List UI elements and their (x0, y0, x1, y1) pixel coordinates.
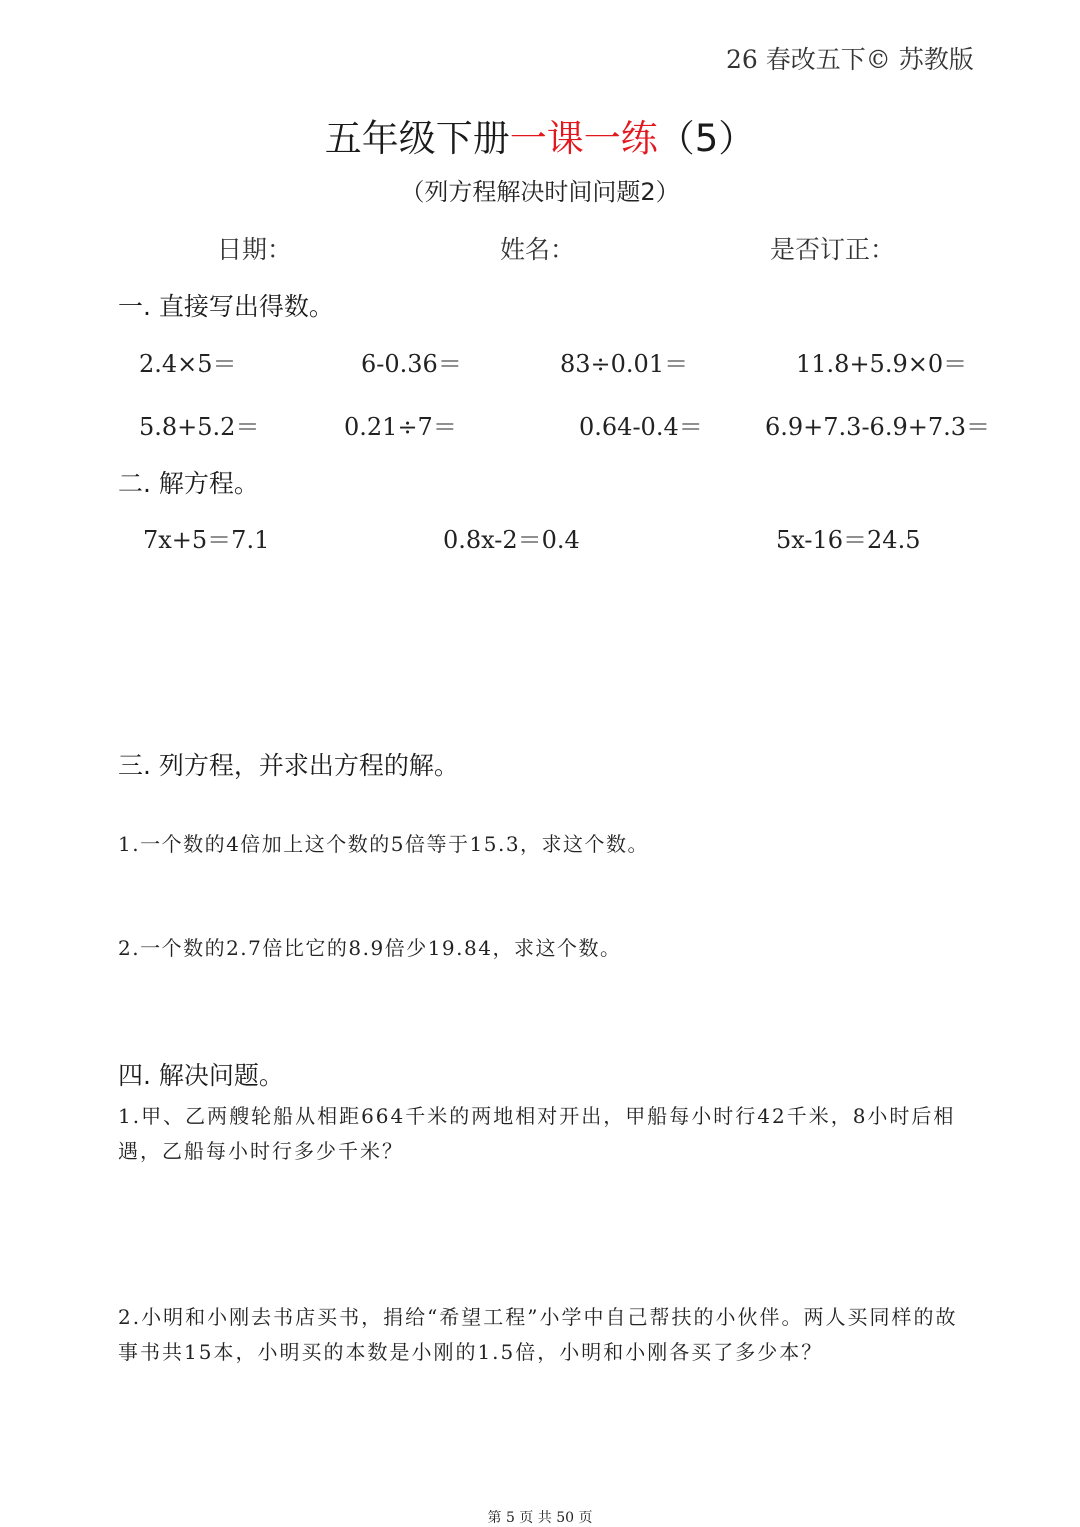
word-problem: 2.小明和小刚去书店买书，捐给“希望工程”小学中自己帮扶的小伙伴。两人买同样的故事书共15本，小明买的本数是小刚的1.5倍，小明和小刚各买了多少本？ (118, 1305, 958, 1364)
equation-problem: 2.一个数的2.7倍比它的8.9倍少19.84，求这个数。 (118, 936, 622, 960)
date-label: 日期： (217, 235, 293, 264)
equation-problem: 1.一个数的4倍加上这个数的5倍等于15.3，求这个数。 (118, 832, 650, 856)
corrected-label: 是否订正： (770, 235, 896, 264)
page-subtitle: （列方程解决时间问题2） (400, 178, 680, 206)
section2-heading: 二. 解方程。 (118, 469, 259, 498)
calc-item: 6-0.36＝ (361, 350, 462, 378)
calc-item: 6.9+7.3-6.9+7.3＝ (765, 413, 990, 441)
calc-item: 83÷0.01＝ (560, 350, 689, 378)
name-label: 姓名： (500, 235, 576, 264)
calc-item: 0.64-0.4＝ (579, 413, 703, 441)
section3-heading: 三. 列方程，并求出方程的解。 (118, 751, 459, 780)
equation-item: 0.8x-2＝0.4 (443, 526, 580, 554)
title-main: 五年级下册 (324, 117, 510, 160)
calc-item: 5.8+5.2＝ (139, 413, 260, 441)
calc-item: 0.21÷7＝ (344, 413, 457, 441)
section1-heading: 一. 直接写出得数。 (118, 292, 334, 321)
title-suffix: （5） (657, 117, 756, 160)
section4-heading: 四. 解决问题。 (118, 1061, 284, 1090)
page-number: 第 5 页 共 50 页 (487, 1510, 593, 1526)
edition-label: 26 春改五下© 苏教版 (726, 45, 974, 74)
page-title (0, 108, 1080, 162)
calc-item: 11.8+5.9×0＝ (796, 350, 968, 378)
title-highlight: 一课一练 (509, 117, 658, 160)
equation-item: 5x-16＝24.5 (776, 526, 921, 554)
equation-item: 7x+5＝7.1 (143, 526, 270, 554)
word-problem: 1.甲、乙两艘轮船从相距664千米的两地相对开出，甲船每小时行42千米，8小时后相遇，乙船每小时行多少千米？ (118, 1104, 956, 1163)
calc-item: 2.4×5＝ (139, 350, 237, 378)
